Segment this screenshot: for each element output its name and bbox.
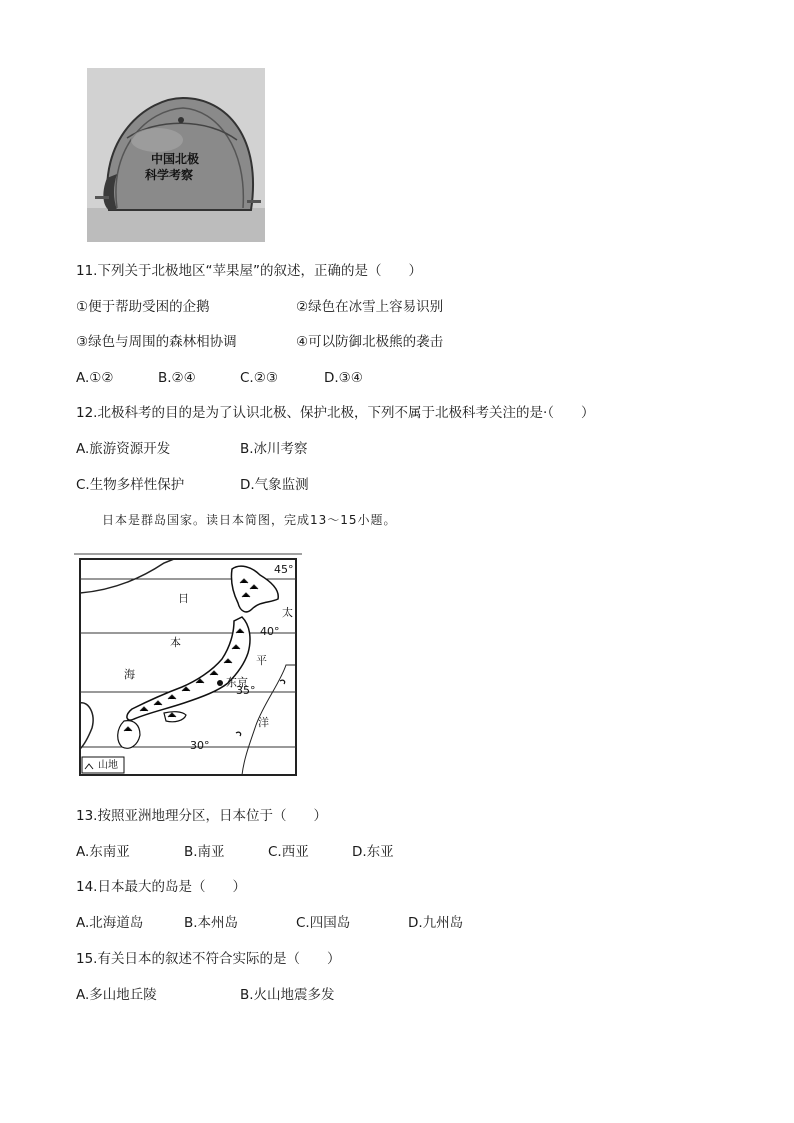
q12-choice-b: B.冰川考察	[240, 441, 308, 457]
intro-text: 日本是群岛国家。读日本简图，完成13～15小题。	[102, 513, 397, 527]
q15-choice-a: A.多山地丘陵	[76, 987, 157, 1003]
q14-stem: 14.日本最大的岛是（ ）	[76, 879, 246, 895]
q11-option-1: ①便于帮助受困的企鹅	[76, 299, 210, 315]
q11-choice-b: B.②④	[158, 370, 196, 386]
q11-stem: 11.下列关于北极地区“苹果屋”的叙述，正确的是（ ）	[76, 263, 422, 279]
photo-caption-line2: 科学考察	[145, 168, 194, 182]
q11-option-4: ④可以防御北极熊的袭击	[296, 334, 444, 350]
q15-stem: 15.有关日本的叙述不符合实际的是（ ）	[76, 951, 341, 967]
q11-option-3: ③绿色与周围的森林相协调	[76, 334, 237, 350]
map-label-lat45: 45°	[274, 563, 294, 576]
q12-choice-a: A.旅游资源开发	[76, 441, 171, 457]
q14-choice-a: A.北海道岛	[76, 915, 144, 931]
q14-choice-c: C.四国岛	[296, 915, 351, 931]
q11-choice-c: C.②③	[240, 370, 278, 386]
apple-house-photo	[87, 68, 265, 242]
q14-choice-b: B.本州岛	[184, 915, 239, 931]
map-label-sea-2: 本	[170, 636, 181, 649]
q12-stem: 12.北极科考的目的是为了认识北极、保护北极，下列不属于北极科考关注的是·（ ）	[76, 405, 595, 421]
map-label-lat30: 30°	[190, 739, 210, 752]
q11-choice-a: A.①②	[76, 370, 114, 386]
q15-choice-b: B.火山地震多发	[240, 987, 335, 1003]
map-label-ocean-3: 洋	[258, 716, 269, 729]
q11-choice-d: D.③④	[324, 370, 363, 386]
photo-caption-line1: 中国北极	[151, 152, 200, 166]
q13-stem: 13.按照亚洲地理分区，日本位于（ ）	[76, 808, 327, 824]
map-label-tokyo: 东京	[226, 676, 248, 689]
q13-choice-d: D.东亚	[352, 844, 394, 860]
q12-choice-c: C.生物多样性保护	[76, 477, 185, 493]
map-legend-label: 山地	[98, 760, 118, 771]
q12-choice-d: D.气象监测	[240, 477, 309, 493]
q13-choice-b: B.南亚	[184, 844, 225, 860]
q13-choice-c: C.西亚	[268, 844, 309, 860]
map-label-ocean-1: 太	[282, 606, 293, 619]
q11-option-2: ②绿色在冰雪上容易识别	[296, 299, 444, 315]
map-label-lat40: 40°	[260, 625, 280, 638]
japan-map-drawing	[74, 553, 302, 781]
japan-map	[74, 553, 302, 781]
q13-choice-a: A.东南亚	[76, 844, 130, 860]
q14-choice-d: D.九州岛	[408, 915, 464, 931]
map-label-sea-1: 日	[178, 592, 189, 605]
map-label-sea-3: 海	[124, 668, 135, 681]
map-label-ocean-2: 平	[256, 654, 267, 667]
map-label-lat35: 35°	[236, 684, 256, 697]
